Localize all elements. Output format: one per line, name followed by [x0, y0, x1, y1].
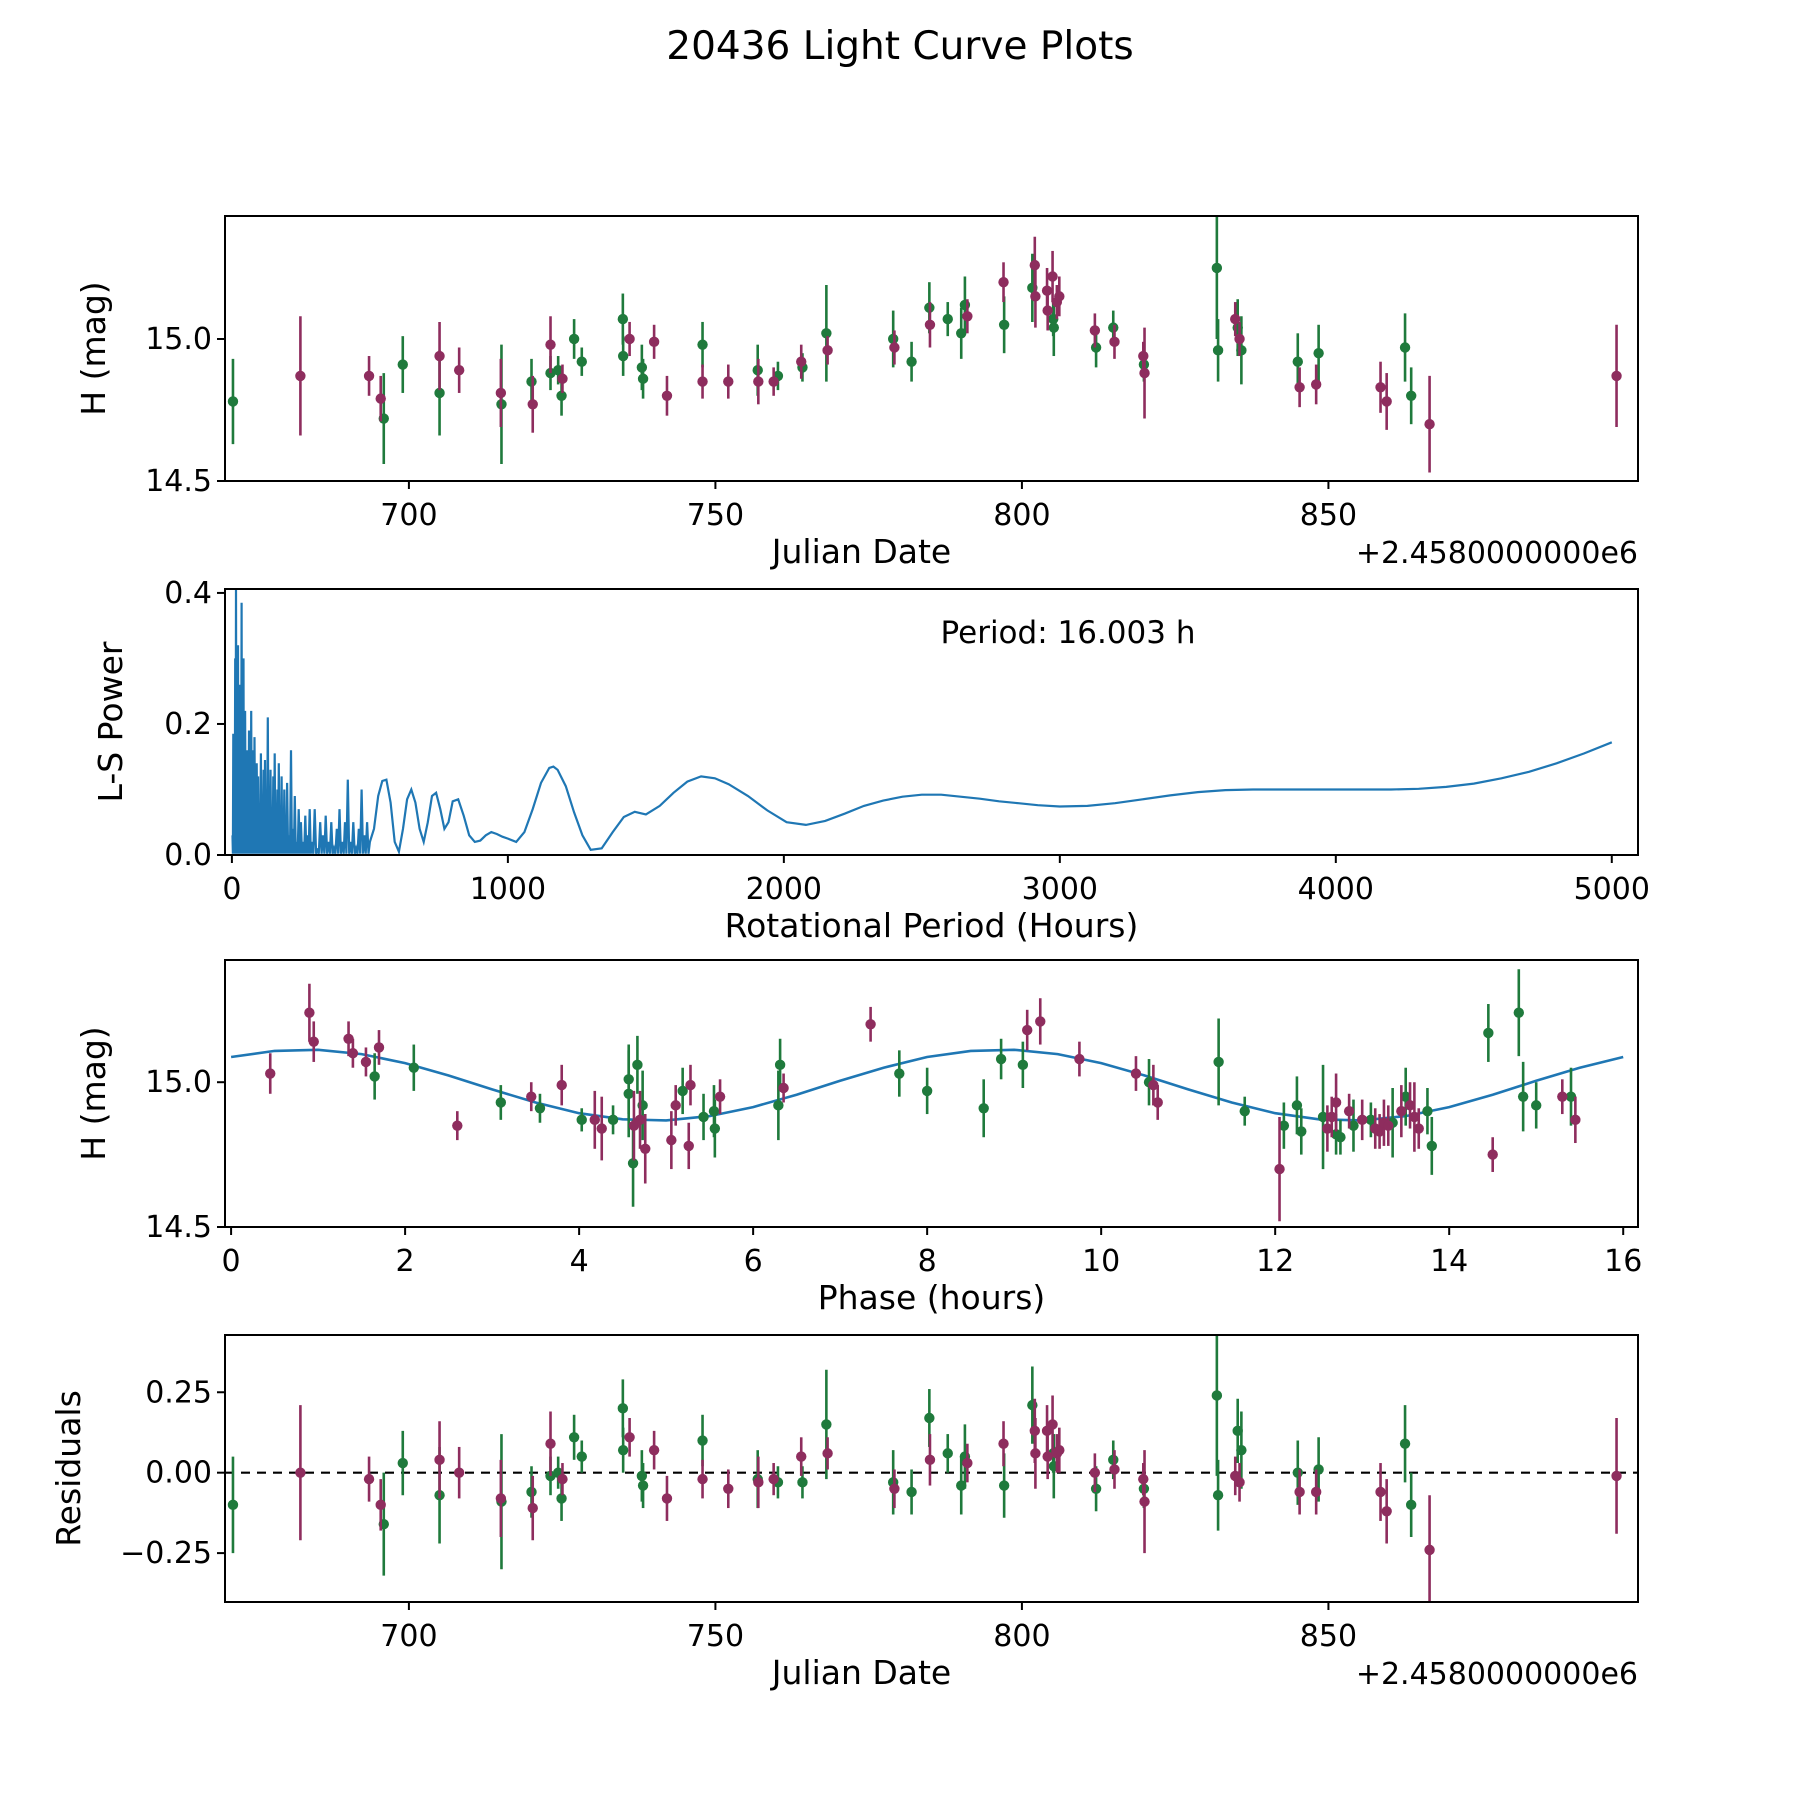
y-tick-label: 0.2: [164, 706, 212, 742]
x-tick-label: 750: [686, 498, 745, 533]
data-point: [697, 1474, 707, 1484]
data-point: [753, 376, 763, 386]
data-point: [496, 388, 506, 398]
period-annotation: Period: 16.003 h: [940, 615, 1196, 651]
x-tick-label: 4000: [1297, 872, 1374, 907]
data-point: [666, 1135, 676, 1145]
data-point: [618, 1445, 628, 1455]
data-point: [685, 1080, 695, 1090]
data-point: [1424, 419, 1434, 429]
data-point: [1424, 1545, 1434, 1555]
data-point: [632, 1060, 642, 1070]
y-tick-label: 0.00: [145, 1455, 212, 1491]
data-point: [590, 1115, 600, 1125]
data-point: [577, 357, 587, 367]
data-point: [894, 1068, 904, 1078]
data-point: [1212, 1390, 1222, 1400]
data-point: [364, 1474, 374, 1484]
data-point: [1381, 1506, 1391, 1516]
data-point: [577, 1115, 587, 1125]
data-point: [618, 351, 628, 361]
observations-purple: [265, 984, 1581, 1221]
data-point: [452, 1120, 462, 1130]
data-point: [1383, 1120, 1393, 1130]
data-point: [361, 1057, 371, 1067]
data-point: [1022, 1025, 1032, 1035]
data-point: [434, 351, 444, 361]
data-point: [1131, 1068, 1141, 1078]
data-point: [557, 1474, 567, 1484]
data-point: [670, 1100, 680, 1110]
data-point: [662, 1493, 672, 1503]
data-point: [1396, 1106, 1406, 1116]
data-point: [535, 1103, 545, 1113]
data-point: [979, 1103, 989, 1113]
data-point: [618, 1403, 628, 1413]
data-point: [624, 334, 634, 344]
y-axis-label: L-S Power: [91, 641, 130, 803]
data-point: [304, 1008, 314, 1018]
data-point: [528, 1503, 538, 1513]
residuals-green: [228, 1335, 1417, 1576]
data-point: [295, 371, 305, 381]
data-point: [1557, 1091, 1567, 1101]
x-tick-label: 800: [993, 498, 1051, 533]
data-point: [364, 371, 374, 381]
data-point: [1400, 1439, 1410, 1449]
data-point: [376, 1500, 386, 1510]
x-tick-label: 1000: [469, 872, 547, 907]
x-tick-label: 3000: [1021, 872, 1099, 907]
data-point: [999, 1480, 1009, 1490]
data-point: [996, 1054, 1006, 1064]
data-point: [1240, 1106, 1250, 1116]
panel-jd_lightcurve: [74, 216, 1638, 571]
data-point: [1213, 345, 1223, 355]
data-point: [697, 1435, 707, 1445]
residuals-purple: [295, 1395, 1622, 1602]
panel-residuals: [49, 1335, 1638, 1692]
x-tick-label: 14: [1430, 1244, 1469, 1279]
data-point: [1042, 305, 1052, 315]
x-tick-label: 16: [1604, 1244, 1643, 1279]
data-point: [1422, 1106, 1432, 1116]
data-point: [369, 1071, 379, 1081]
data-point: [1047, 1419, 1057, 1429]
data-point: [1487, 1149, 1497, 1159]
y-tick-label: 0.4: [164, 575, 212, 611]
data-point: [924, 1413, 934, 1423]
data-point: [1381, 396, 1391, 406]
data-point: [1414, 1123, 1424, 1133]
data-point: [1531, 1100, 1541, 1110]
data-point: [1406, 391, 1416, 401]
data-point: [454, 1467, 464, 1477]
x-tick-label: 12: [1256, 1244, 1295, 1279]
data-point: [753, 1477, 763, 1487]
data-point: [265, 1068, 275, 1078]
data-point: [1139, 368, 1149, 378]
data-point: [778, 1083, 788, 1093]
data-point: [640, 1144, 650, 1154]
x-axis-label: Julian Date: [771, 532, 952, 571]
y-tick-label: 0.25: [145, 1375, 212, 1411]
data-point: [624, 1089, 634, 1099]
data-point: [1213, 1490, 1223, 1500]
data-point: [1611, 371, 1621, 381]
data-point: [624, 1432, 634, 1442]
data-point: [662, 391, 672, 401]
data-point: [925, 320, 935, 330]
data-point: [1518, 1091, 1528, 1101]
x-tick-label: 800: [993, 1619, 1051, 1654]
data-point: [1035, 1016, 1045, 1026]
x-tick-label: 700: [380, 498, 438, 533]
data-point: [925, 1455, 935, 1465]
data-point: [1335, 1132, 1345, 1142]
data-point: [1234, 334, 1244, 344]
data-point: [398, 1458, 408, 1468]
data-point: [1400, 342, 1410, 352]
x-axis-label: Rotational Period (Hours): [724, 906, 1139, 945]
data-point: [376, 393, 386, 403]
data-point: [998, 277, 1008, 287]
data-point: [496, 1097, 506, 1107]
data-point: [1375, 382, 1385, 392]
data-point: [1514, 1008, 1524, 1018]
data-point: [906, 357, 916, 367]
data-point: [1236, 345, 1246, 355]
data-point: [723, 1484, 733, 1494]
data-point: [1018, 1060, 1028, 1070]
data-point: [638, 374, 648, 384]
x-tick-label: 700: [380, 1619, 438, 1654]
x-axis-offset-label: +2.4580000000e6: [1355, 1657, 1638, 1692]
data-point: [454, 365, 464, 375]
data-point: [710, 1123, 720, 1133]
data-point: [1030, 291, 1040, 301]
x-tick-label: 2: [395, 1244, 415, 1279]
observations-green: [369, 969, 1576, 1206]
data-point: [528, 399, 538, 409]
x-tick-label: 0: [221, 1244, 241, 1279]
x-tick-label: 4: [569, 1244, 589, 1279]
data-point: [557, 374, 567, 384]
chart-title: 20436 Light Curve Plots: [666, 24, 1134, 69]
x-tick-label: 5000: [1573, 872, 1650, 907]
data-point: [1311, 379, 1321, 389]
data-point: [649, 337, 659, 347]
data-point: [1357, 1115, 1367, 1125]
data-point: [1047, 271, 1057, 281]
data-point: [698, 1112, 708, 1122]
data-point: [374, 1042, 384, 1052]
data-point: [922, 1086, 932, 1096]
data-point: [1213, 1057, 1223, 1067]
data-point: [768, 1474, 778, 1484]
y-axis-label: H (mag): [74, 1026, 113, 1161]
x-tick-label: 8: [917, 1244, 937, 1279]
data-point: [889, 342, 899, 352]
data-point: [409, 1063, 419, 1073]
panel-phase: [74, 960, 1642, 1317]
data-point: [962, 1458, 972, 1468]
data-point: [796, 1451, 806, 1461]
data-point: [608, 1115, 618, 1125]
data-point: [684, 1141, 694, 1151]
data-point: [797, 1477, 807, 1487]
data-point: [998, 1439, 1008, 1449]
data-point: [348, 1048, 358, 1058]
data-point: [1139, 1496, 1149, 1506]
y-tick-label: 15.0: [145, 321, 212, 357]
data-point: [1313, 348, 1323, 358]
data-point: [309, 1036, 319, 1046]
data-point: [569, 1432, 579, 1442]
data-point: [1074, 1054, 1084, 1064]
data-point: [697, 339, 707, 349]
y-tick-label: 0.0: [164, 838, 212, 873]
x-tick-label: 850: [1299, 498, 1358, 533]
data-point: [577, 1451, 587, 1461]
x-tick-label: 2000: [745, 872, 823, 907]
data-point: [228, 1500, 238, 1510]
data-point: [1212, 263, 1222, 273]
axes-frame: [225, 216, 1638, 481]
data-point: [1236, 1445, 1246, 1455]
data-point: [821, 1419, 831, 1429]
data-point: [295, 1467, 305, 1477]
data-point: [943, 314, 953, 324]
x-axis-offset-label: +2.4580000000e6: [1355, 536, 1638, 571]
data-point: [1054, 291, 1064, 301]
data-point: [1375, 1487, 1385, 1497]
data-point: [1427, 1141, 1437, 1151]
data-point: [906, 1487, 916, 1497]
data-point: [1293, 1467, 1303, 1477]
y-tick-label: 14.5: [145, 464, 212, 499]
data-point: [649, 1445, 659, 1455]
x-tick-label: 10: [1082, 1244, 1121, 1279]
data-point: [1090, 325, 1100, 335]
data-point: [1483, 1028, 1493, 1038]
data-point: [618, 314, 628, 324]
data-point: [1294, 1487, 1304, 1497]
y-axis-label: H (mag): [74, 281, 113, 416]
data-point: [228, 396, 238, 406]
data-point: [1406, 1500, 1416, 1510]
data-point: [557, 1080, 567, 1090]
data-point: [775, 1060, 785, 1070]
data-point: [697, 376, 707, 386]
data-point: [822, 1448, 832, 1458]
data-point: [1109, 337, 1119, 347]
y-tick-label: 15.0: [145, 1065, 212, 1101]
data-point: [545, 339, 555, 349]
data-point: [1311, 1487, 1321, 1497]
data-point: [597, 1123, 607, 1133]
data-point: [943, 1448, 953, 1458]
periodogram-line: [233, 590, 1612, 854]
x-tick-label: 750: [686, 1619, 745, 1654]
observations-purple: [295, 237, 1622, 473]
data-point: [1109, 1464, 1119, 1474]
data-point: [545, 1439, 555, 1449]
y-axis-label: Residuals: [49, 1390, 88, 1547]
axes-frame: [225, 589, 1638, 855]
x-tick-label: 850: [1299, 1619, 1358, 1654]
data-point: [999, 320, 1009, 330]
data-point: [398, 359, 408, 369]
data-point: [1049, 322, 1059, 332]
data-point: [569, 334, 579, 344]
data-point: [715, 1091, 725, 1101]
y-tick-label: −0.25: [120, 1536, 212, 1572]
data-point: [496, 1493, 506, 1503]
data-point: [822, 345, 832, 355]
data-point: [1090, 1467, 1100, 1477]
data-point: [1570, 1115, 1580, 1125]
data-point: [1054, 1445, 1064, 1455]
data-point: [1234, 1477, 1244, 1487]
data-point: [434, 1455, 444, 1465]
data-point: [526, 1091, 536, 1101]
data-point: [1331, 1097, 1341, 1107]
panel-periodogram: [91, 576, 1650, 945]
data-point: [768, 376, 778, 386]
y-tick-label: 14.5: [145, 1210, 212, 1245]
data-point: [723, 376, 733, 386]
data-point: [865, 1019, 875, 1029]
axes-frame: [225, 1335, 1638, 1602]
data-point: [1296, 1126, 1306, 1136]
data-point: [1293, 357, 1303, 367]
x-axis-label: Julian Date: [771, 1653, 952, 1692]
x-tick-label: 6: [743, 1244, 763, 1279]
data-point: [635, 1115, 645, 1125]
data-point: [796, 357, 806, 367]
data-point: [1344, 1106, 1354, 1116]
data-point: [1274, 1164, 1284, 1174]
data-point: [1294, 382, 1304, 392]
data-point: [638, 1480, 648, 1490]
data-point: [773, 1100, 783, 1110]
data-point: [889, 1484, 899, 1494]
data-point: [1030, 1448, 1040, 1458]
x-tick-label: 0: [222, 872, 242, 907]
data-point: [1153, 1097, 1163, 1107]
data-point: [1611, 1471, 1621, 1481]
data-point: [962, 311, 972, 321]
x-axis-label: Phase (hours): [817, 1278, 1046, 1317]
